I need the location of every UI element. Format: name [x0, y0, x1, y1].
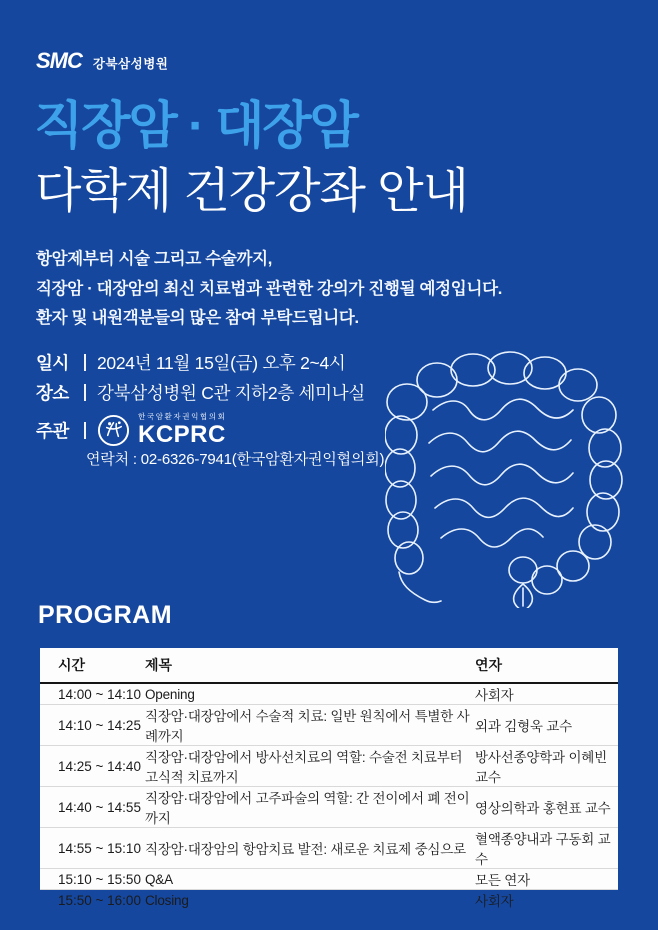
cell-speaker: 영상의학과 홍현표 교수 — [475, 801, 611, 816]
cell-title: Q&A — [145, 871, 173, 887]
colon-illustration-icon — [385, 340, 625, 608]
col-header-title: 제목 — [145, 657, 173, 673]
col-header-time: 시간 — [58, 657, 86, 673]
divider-bar — [84, 354, 86, 371]
cell-speaker: 방사선종양학과 이혜빈 교수 — [475, 750, 607, 785]
cell-speaker: 모든 연자 — [475, 873, 530, 888]
cell-speaker: 사회자 — [475, 688, 514, 703]
info-row-date — [36, 349, 365, 375]
cell-speaker: 외과 김형욱 교수 — [475, 719, 572, 734]
cell-title: 직장암·대장암에서 방사선치료의 역할: 수술전 치료부터 고식적 치료까지 — [145, 750, 463, 785]
cell-title: 직장암·대장암의 항암치료 발전: 새로운 치료제 중심으로 — [145, 842, 466, 857]
info-value-date: 2024년 11월 15일(금) 오후 2~4시 — [97, 352, 346, 373]
program-table — [40, 648, 618, 909]
table-row — [40, 828, 618, 869]
description-line: 항암제부터 시술 그리고 수술까지, — [36, 250, 273, 268]
contact-line: 연락처 : 02-6326-7941(한국암환자권익협의회) — [86, 451, 385, 468]
cell-time: 14:40 ~ 14:55 — [58, 799, 141, 815]
program-heading: PROGRAM — [38, 601, 173, 629]
kcprc-text-block — [138, 413, 226, 448]
col-header-speaker: 연자 — [475, 657, 503, 673]
poster-title-line2: 다학제 건강강좌 안내 — [35, 165, 468, 218]
cell-time: 15:10 ~ 15:50 — [58, 871, 141, 887]
info-label-place: 장소 — [36, 382, 69, 403]
kcprc-org-name: KCPRC — [138, 421, 226, 449]
cell-time: 14:10 ~ 14:25 — [58, 717, 141, 733]
table-header — [40, 648, 618, 684]
description-line: 직장암 · 대장암의 최신 치료법과 관련한 강의가 진행될 예정입니다. — [36, 279, 503, 298]
table-row — [40, 705, 618, 746]
smc-logo: SMC — [36, 48, 82, 73]
kcprc-org-name-small: 한국암환자권익협의회 — [138, 411, 227, 421]
table-row — [40, 684, 618, 705]
description-line: 환자 및 내원객분들의 많은 참여 부탁드립니다. — [36, 309, 359, 327]
cell-title: 직장암·대장암에서 수술적 치료: 일반 원칙에서 특별한 사례까지 — [145, 709, 470, 744]
divider-bar — [84, 422, 86, 439]
kcprc-emblem-icon — [97, 414, 130, 447]
cell-speaker: 혈액종양내과 구동회 교수 — [475, 832, 611, 867]
cell-time: 14:55 ~ 15:10 — [58, 840, 141, 856]
cell-speaker: 사회자 — [475, 894, 514, 909]
event-info — [36, 349, 365, 455]
kcprc-logo — [97, 413, 226, 448]
divider-bar — [84, 384, 86, 401]
cell-time: 14:25 ~ 14:40 — [58, 758, 141, 774]
info-label-organizer: 주관 — [36, 420, 69, 441]
info-row-place — [36, 379, 365, 405]
cell-title: Opening — [145, 686, 195, 702]
cell-time: 15:50 ~ 16:00 — [58, 892, 141, 908]
table-body — [40, 684, 618, 909]
poster-title-line1: 직장암 · 대장암 — [34, 97, 357, 154]
cell-title: 직장암·대장암에서 고주파술의 역할: 간 전이에서 폐 전이까지 — [145, 791, 470, 826]
table-row — [40, 787, 618, 828]
description — [36, 245, 502, 334]
brand-row — [36, 48, 168, 74]
info-label-date: 일시 — [36, 352, 69, 373]
cell-title: Closing — [145, 892, 189, 908]
table-row — [40, 869, 618, 890]
table-row — [40, 746, 618, 787]
hospital-name: 강북삼성병원 — [92, 56, 169, 71]
info-value-place: 강북삼성병원 C관 지하2층 세미나실 — [97, 382, 365, 403]
info-row-organizer — [36, 409, 365, 451]
cell-time: 14:00 ~ 14:10 — [58, 686, 141, 702]
table-row — [40, 890, 618, 910]
